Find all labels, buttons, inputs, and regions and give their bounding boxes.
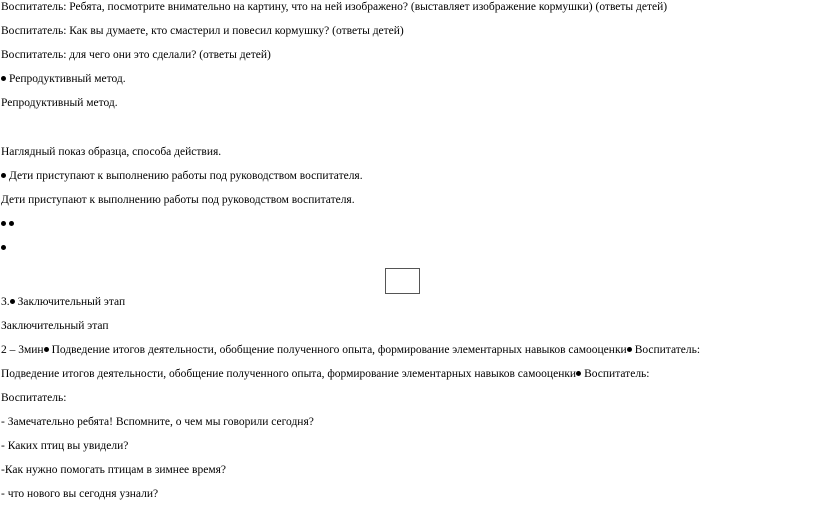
text-line-11: [1, 295, 125, 309]
text-line-1: Воспитатель: Ребята, посмотрите внимательно на картину, что на ней изображено? (выставляет изображение кормушки) (ответы детей): [1, 1, 668, 13]
text-line-2: Воспитатель: Как вы думаете, кто смастерил и повесил кормушку? (ответы детей): [1, 25, 404, 37]
text-line-8: Дети приступают к выполнению работы под руководством воспитателя.: [1, 194, 355, 206]
text-line-6: Наглядный показ образца, способа действия.: [1, 146, 222, 158]
teacher-label: Воспитатель:: [634, 344, 701, 356]
bullet-icon: [1, 76, 6, 81]
duration-label: 2 – 3мин: [1, 344, 44, 356]
text-line-18: -Как нужно помогать птицам в зимнее время?: [1, 464, 226, 476]
bullet-icon: [9, 221, 14, 226]
text-line-4: [1, 72, 126, 86]
bullet-icon: [1, 173, 6, 178]
teacher-label: Воспитатель:: [584, 368, 650, 380]
bullet-row-1: [1, 217, 17, 231]
text-line-15: Воспитатель:: [1, 392, 67, 404]
empty-frame: [385, 268, 420, 294]
text-line-14: [1, 367, 650, 381]
summary-text: Подведение итогов деятельности, обобщение полученного опыта, формирование элементарных навыков самооценки: [51, 344, 627, 356]
section-title: Заключительный этап: [17, 296, 126, 308]
section-number: 3.: [1, 296, 10, 308]
bullet-icon: [10, 299, 15, 304]
bullet-icon: [44, 347, 49, 352]
text-line-7: [1, 169, 363, 183]
text-line-7-label: Дети приступают к выполнению работы под руководством воспитателя.: [9, 170, 363, 182]
bullet-icon: [627, 347, 632, 352]
text-line-13: [1, 343, 700, 357]
text-line-3: Воспитатель: для чего они это сделали? (ответы детей): [1, 49, 271, 61]
text-line-12: Заключительный этап: [1, 320, 109, 332]
text-line-16: - Замечательно ребята! Вспомните, о чем мы говорили сегодня?: [1, 416, 314, 428]
bullet-icon: [1, 221, 6, 226]
summary-text: Подведение итогов деятельности, обобщение полученного опыта, формирование элементарных навыков самооценки: [1, 368, 577, 380]
text-line-5: Репродуктивный метод.: [1, 97, 118, 109]
text-line-4-label: Репродуктивный метод.: [9, 73, 126, 85]
text-line-19: - что нового вы сегодня узнали?: [1, 488, 159, 500]
text-line-17: - Каких птиц вы увидели?: [1, 440, 129, 452]
bullet-icon: [1, 245, 6, 250]
bullet-icon: [576, 371, 581, 376]
bullet-row-2: [1, 241, 9, 255]
